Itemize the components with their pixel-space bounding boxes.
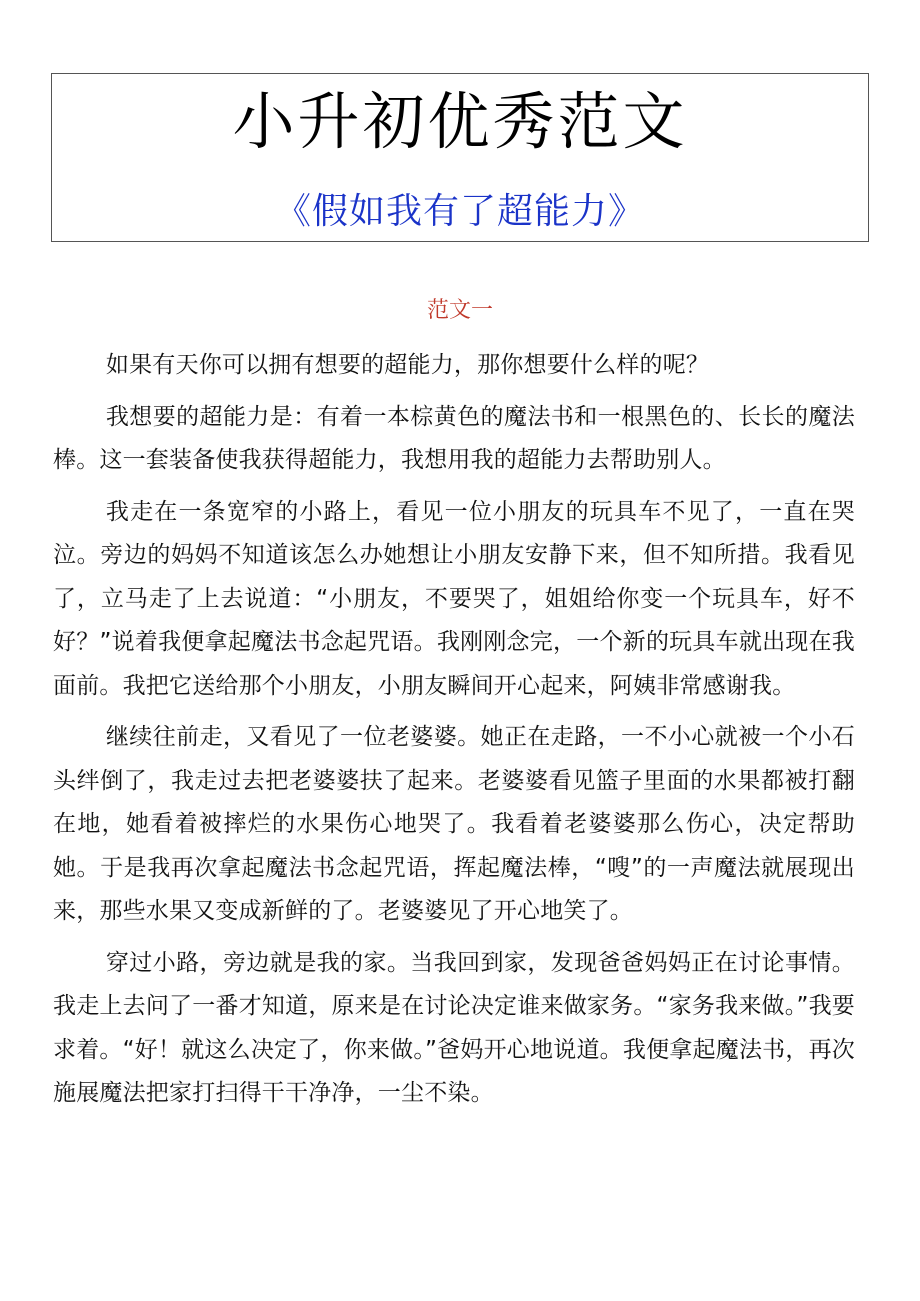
paragraph-1: 如果有天你可以拥有想要的超能力，那你想要什么样的呢？ <box>105 352 710 378</box>
document-subtitle: 《假如我有了超能力》 <box>274 191 645 232</box>
essay-body <box>53 344 855 1124</box>
section-heading: 范文一 <box>426 298 493 323</box>
document-title: 小升初优秀范文 <box>232 85 688 158</box>
paragraph-2: 我想要的超能力是：有着一本棕黄色的魔法书和一根黑色的、长长的魔法棒。这一套装备使我获得超能力，我想用我的超能力去帮助别人。 <box>53 403 855 473</box>
paragraph-3: 我走在一条宽窄的小路上，看见一位小朋友的玩具车不见了，一直在哭泣。旁边的妈妈不知道该怎么办她想让小朋友安静下来，但不知所措。我看见了，立马走了上去说道：“小朋友，不要哭了，姐姐给你变一个玩具车，好不好？”说着我便拿起魔法书念起咒语。我刚刚念完，一个新的玩具车就出现在我面前。我把它送给那个小朋友，小朋友瞬间开心起来，阿姨非常感谢我。 <box>53 498 855 699</box>
paragraph-5: 穿过小路，旁边就是我的家。当我回到家，发现爸爸妈妈正在讨论事情。我走上去问了一番才知道，原来是在讨论决定谁来做家务。“家务我来做。”我要求着。“好！就这么决定了，你来做。”爸妈开心地说道。我便拿起魔法书，再次施展魔法把家打扫得干干净净，一尘不染。 <box>53 949 855 1106</box>
title-box <box>51 73 869 242</box>
paragraph-4: 继续往前走，又看见了一位老婆婆。她正在走路，一不小心就被一个小石头绊倒了，我走过去把老婆婆扶了起来。老婆婆看见篮子里面的水果都被打翻在地，她看着被摔烂的水果伤心地哭了。我看着老婆婆那么伤心，决定帮助她。于是我再次拿起魔法书念起咒语，挥起魔法棒，“嗖”的一声魔法就展现出来，那些水果又变成新鲜的了。老婆婆见了开心地笑了。 <box>53 724 855 924</box>
